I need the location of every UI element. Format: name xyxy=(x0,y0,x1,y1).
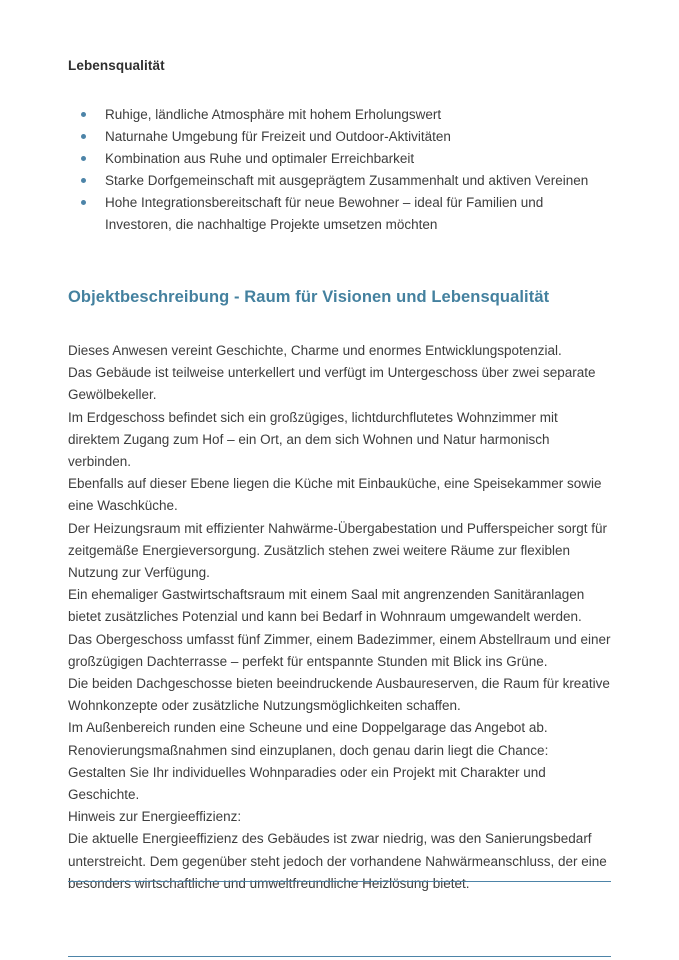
paragraph: Die beiden Dachgeschosse bieten beeindruckende Ausbaureserven, die Raum für kreative Wohnkonzepte oder zusätzliche Nutzungsmöglichkeiten schaffen. xyxy=(68,676,610,714)
paragraph: Ebenfalls auf dieser Ebene liegen die Küche mit Einbauküche, eine Speisekammer sowie eine Waschküche. xyxy=(68,476,602,514)
paragraph: Gestalten Sie Ihr individuelles Wohnparadies oder ein Projekt mit Charakter und Geschichte. xyxy=(68,764,546,803)
paragraph: Hinweis zur Energieeffizienz: xyxy=(68,809,242,825)
bullet-dot-icon xyxy=(81,178,86,183)
list-item-text: Hohe Integrationsbereitschaft für neue Bewohner – ideal für Familien und Investoren, die nachhaltige Projekte umsetzen möchten xyxy=(105,195,544,232)
paragraph: Ein ehemaliger Gastwirtschaftsraum mit einem Saal mit angrenzenden Sanitäranlagen bietet zusätzliches Potenzial und kann bei Bedarf in Wohnraum umgewandelt werden. xyxy=(68,587,585,625)
bullet-dot-icon xyxy=(81,134,86,139)
bullet-dot-icon xyxy=(81,200,86,205)
list-item-text: Starke Dorfgemeinschaft mit ausgeprägtem Zusammenhalt und aktiven Vereinen xyxy=(105,173,589,188)
list-item xyxy=(68,104,611,126)
footer-rule xyxy=(68,956,611,957)
quality-bullet-list xyxy=(68,104,611,236)
list-item xyxy=(68,192,611,236)
list-item xyxy=(68,148,611,170)
section-title-objektbeschreibung: Objektbeschreibung - Raum für Visionen und Lebensqualität xyxy=(68,288,550,306)
paragraph: Dieses Anwesen vereint Geschichte, Charme und enormes Entwicklungspotenzial. xyxy=(68,343,562,358)
paragraph: Die aktuelle Energieeffizienz des Gebäudes ist zwar niedrig, was den Sanierungsbedarf unterstreicht. Dem gegenüber steht jedoch der vorhandene Nahwärmeanschluss, der eine besonders wirtschaftliche und umweltfreundliche Heizlösung bietet. xyxy=(68,831,607,891)
bullet-dot-icon xyxy=(81,156,86,161)
divider-rule xyxy=(68,881,611,882)
list-item xyxy=(68,126,611,148)
paragraph: Im Außenbereich runden eine Scheune und eine Doppelgarage das Angebot ab. xyxy=(68,720,548,736)
paragraph: Der Heizungsraum mit effizienter Nahwärme-Übergabestation und Pufferspeicher sorgt für zeitgemäße Energieversorgung. Zusätzlich stehen zwei weitere Räume zur flexiblen Nutzung zur Verfügung. xyxy=(68,520,608,581)
list-item-text: Ruhige, ländliche Atmosphäre mit hohem Erholungswert xyxy=(105,107,442,122)
paragraph: Das Obergeschoss umfasst fünf Zimmer, einem Badezimmer, einem Abstellraum und einer großzügigen Dachterrasse – perfekt für entspannte Stunden mit Blick ins Grüne. xyxy=(68,631,611,669)
page-content xyxy=(68,58,611,895)
description-body xyxy=(68,340,611,895)
bullet-dot-icon xyxy=(81,112,86,117)
list-item-text: Naturnahe Umgebung für Freizeit und Outdoor-Aktivitäten xyxy=(105,129,451,144)
list-item-text: Kombination aus Ruhe und optimaler Erreichbarkeit xyxy=(105,151,415,166)
section-title-lebensqualitaet: Lebensqualität xyxy=(68,58,165,73)
paragraph: Renovierungsmaßnahmen sind einzuplanen, doch genau darin liegt die Chance: xyxy=(68,742,549,758)
list-item xyxy=(68,170,611,192)
paragraph: Das Gebäude ist teilweise unterkellert und verfügt im Untergeschoss über zwei separate Gewölbekeller. xyxy=(68,365,596,403)
paragraph: Im Erdgeschoss befindet sich ein großzügiges, lichtdurchflutetes Wohnzimmer mit direktem Zugang zum Hof – ein Ort, an dem sich Wohnen und Natur harmonisch verbinden. xyxy=(68,409,558,470)
